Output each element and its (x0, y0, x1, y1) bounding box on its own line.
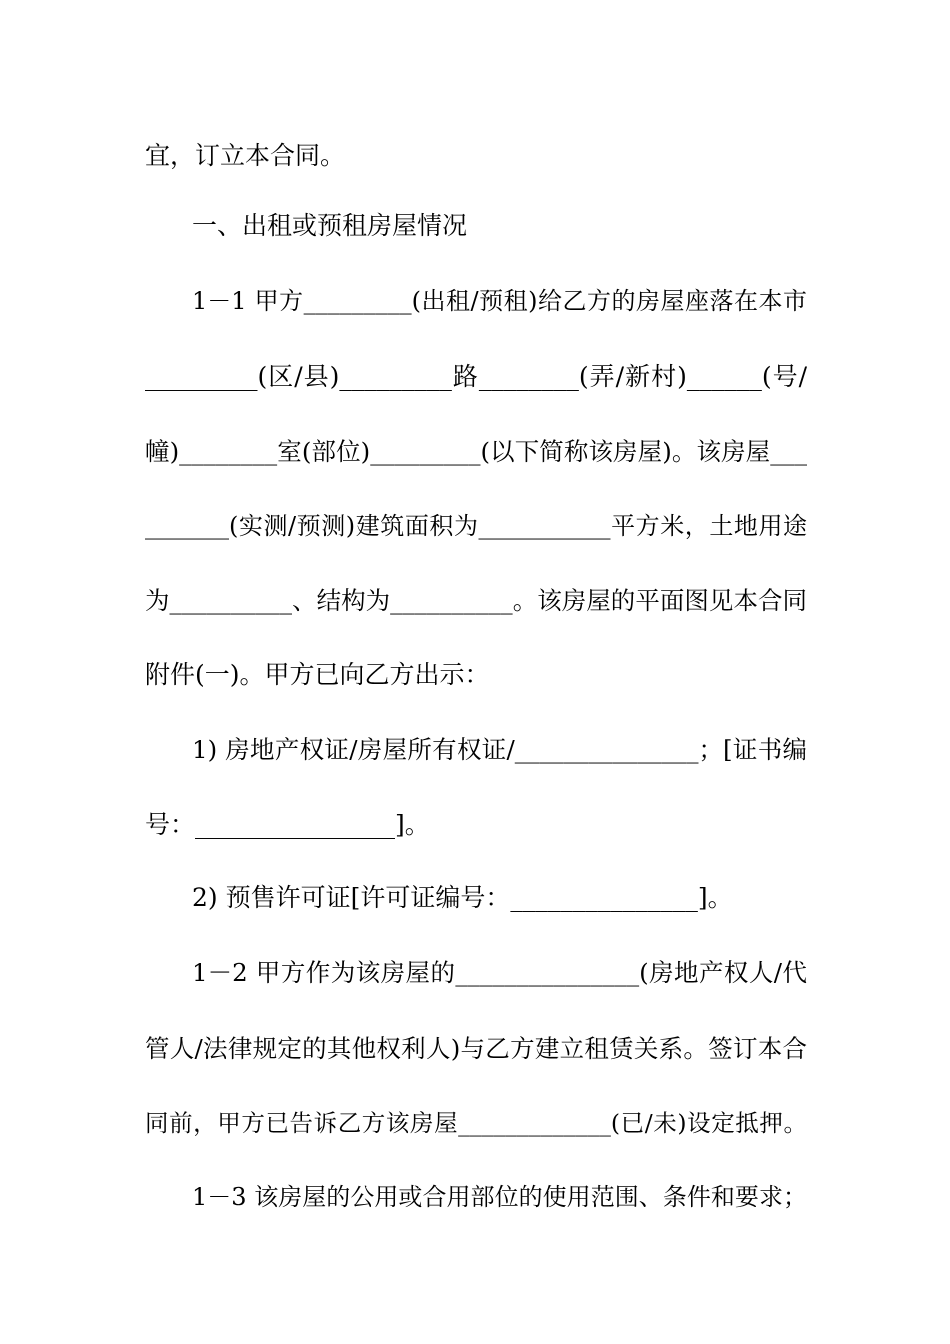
paragraph-line-13: 管人/法律规定的其他权利人)与乙方建立租赁关系。签订本合 (145, 1034, 807, 1063)
paragraph-line-3: 1－1 甲方_________(出租/预租)给乙方的房屋座落在本市 (192, 287, 807, 315)
paragraph-line-14: 同前，甲方已告诉乙方该房屋_____________(已/未)设定抵押。 (145, 1109, 807, 1137)
paragraph-line-5: 幢)________室(部位)_________(以下简称该房屋)。该房屋___ (145, 437, 807, 466)
paragraph-line-10: 号：________________]。 (145, 810, 430, 839)
section-heading: 一、出租或预租房屋情况 (192, 211, 468, 240)
paragraph-line-7: 为__________、结构为__________。该房屋的平面图见本合同 (145, 586, 807, 615)
paragraph-line-8: 附件(一)。甲方已向乙方出示： (145, 660, 490, 689)
paragraph-line-6: _______(实测/预测)建筑面积为___________平方米，土地用途 (145, 512, 807, 540)
paragraph-line-11: 2) 预售许可证[许可证编号：_______________]。 (192, 883, 733, 912)
paragraph-line-1: 宜，订立本合同。 (145, 141, 346, 170)
paragraph-line-4: _________(区/县)_________路________(弄/新村)______(号/ (145, 362, 807, 391)
paragraph-line-9: 1) 房地产权证/房屋所有权证/_______________；[证书编 (192, 735, 807, 764)
paragraph-line-12: 1－2 甲方作为该房屋的_______________(房地产权人/代 (192, 958, 807, 987)
paragraph-line-15: 1－3 该房屋的公用或合用部位的使用范围、条件和要求； (192, 1183, 807, 1211)
